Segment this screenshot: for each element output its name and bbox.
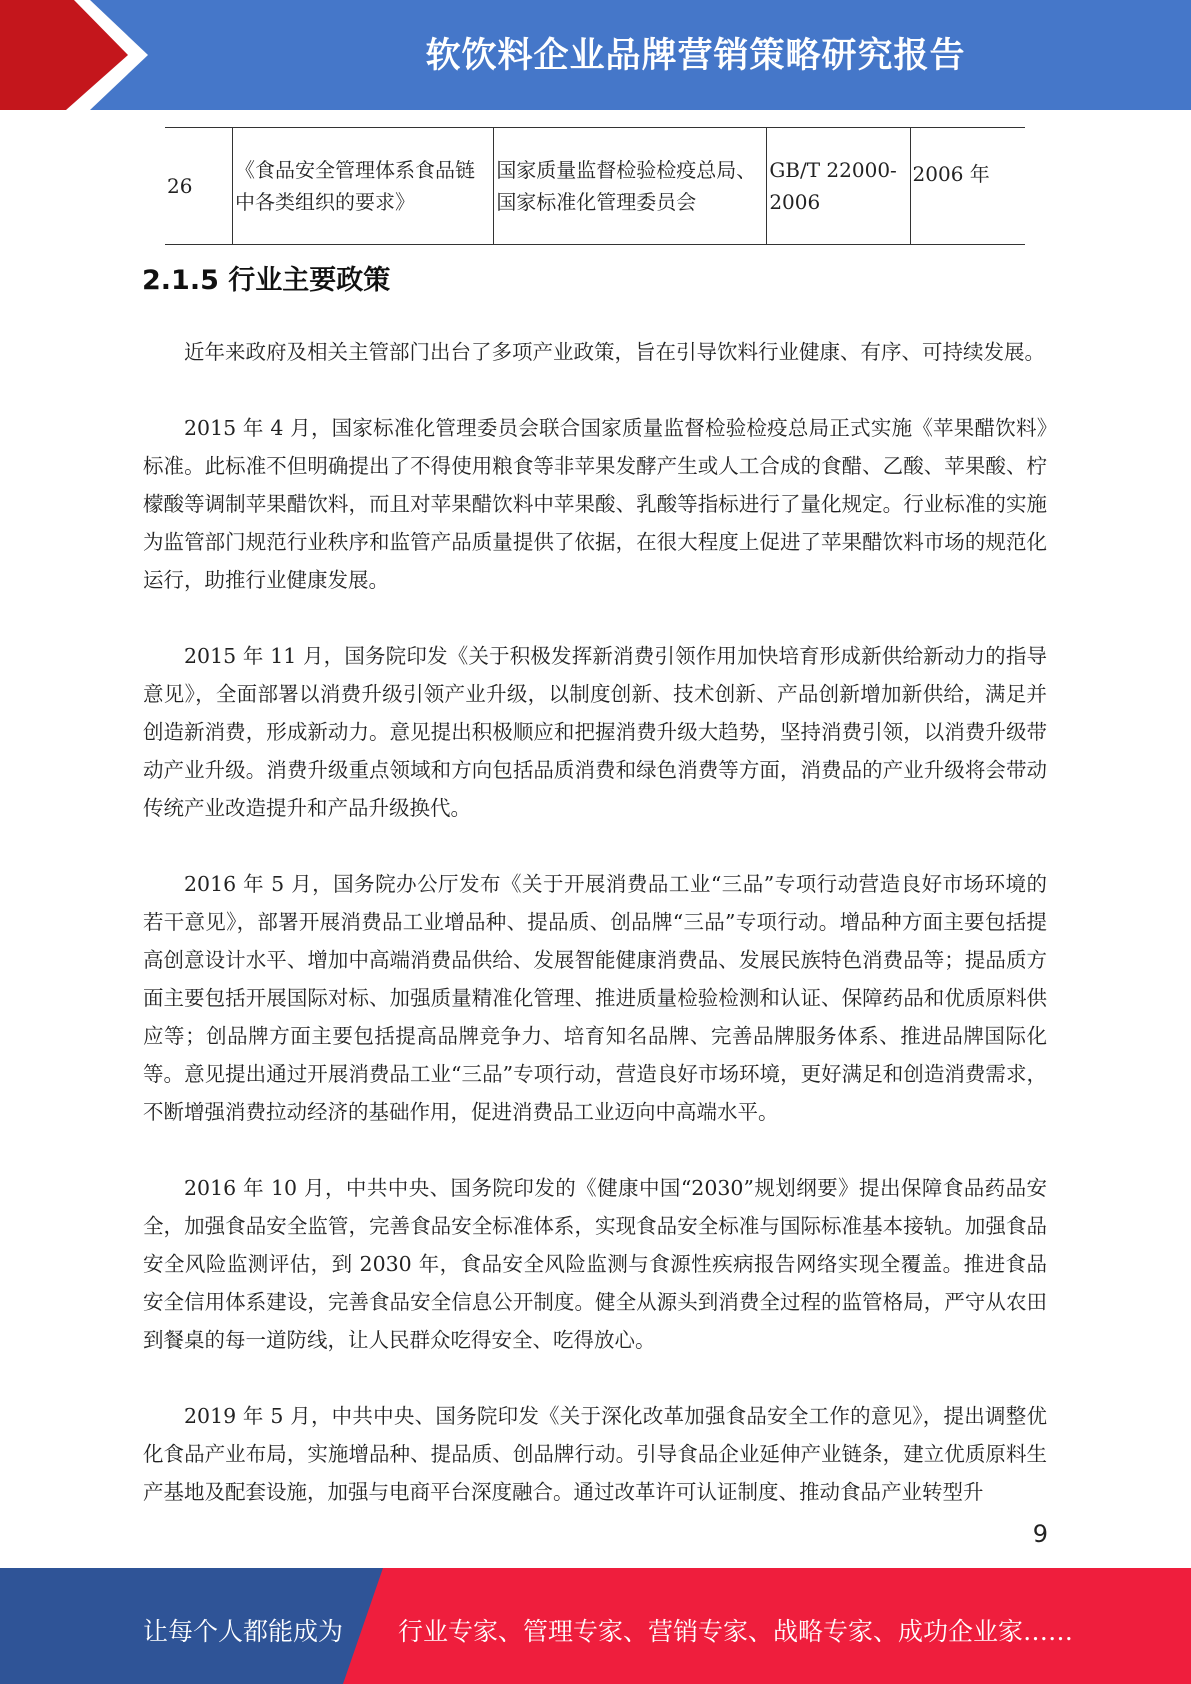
table-row [165, 128, 1025, 245]
cell-issuer: 国家质量监督检验检疫总局、国家标准化管理委员会 [494, 128, 767, 245]
cell-year: 2006 年 [910, 128, 1025, 245]
page-number: 9 [1032, 1520, 1048, 1548]
report-title: 软饮料企业品牌营销策略研究报告 [425, 36, 966, 76]
section-heading: 2.1.5 行业主要政策 [142, 265, 391, 296]
body-text [143, 333, 1047, 1549]
cell-standard-name: 《食品安全管理体系食品链中各类组织的要求》 [233, 128, 494, 245]
footer-slogan-right: 行业专家、管理专家、营销专家、战略专家、成功企业家…… [398, 1617, 1074, 1646]
paragraph: 2019 年 5 月，中共中央、国务院印发《关于深化改革加强食品安全工作的意见》，提出调整优化食品产业布局，实施增品种、提品质、创品牌行动。引导食品企业延伸产业链条，建立优质原料生产基地及配套设施，加强与电商平台深度融合。通过改革许可认证制度、推动食品产业转型升 [143, 1404, 1047, 1504]
paragraph: 2016 年 5 月，国务院办公厅发布《关于开展消费品工业“三品”专项行动营造良好市场环境的若干意见》，部署开展消费品工业增品种、提品质、创品牌“三品”专项行动。增品种方面主要包括提高创意设计水平、增加中高端消费品供给、发展智能健康消费品、发展民族特色消费品等；提品质方面主要包括开展国际对标、加强质量精准化管理、推进质量检验检测和认证、保障药品和优质原料供应等；创品牌方面主要包括提高品牌竞争力、培育知名品牌、完善品牌服务体系、推进品牌国际化等。意见提出通过开展消费品工业“三品”专项行动，营造良好市场环境，更好满足和创造消费需求，不断增强消费拉动经济的基础作用，促进消费品工业迈向中高端水平。 [143, 872, 1047, 1124]
footer-slogan-left: 让每个人都能成为 [143, 1617, 344, 1646]
cell-code: GB/T 22000-2006 [767, 128, 910, 245]
cell-number: 26 [165, 128, 233, 245]
page-header [0, 0, 1191, 110]
paragraph: 2016 年 10 月，中共中央、国务院印发的《健康中国“2030”规划纲要》提出保障食品药品安全，加强食品安全监管，完善食品安全标准体系，实现食品安全标准与国际标准基本接轨。加强食品安全风险监测评估，到 2030 年，食品安全风险监测与食源性疾病报告网络实现全覆盖。推进食品安全信用体系建设，完善食品安全信息公开制度。健全从源头到消费全过程的监管格局，严守从农田到餐桌的每一道防线，让人民群众吃得安全、吃得放心。 [143, 1176, 1047, 1352]
paragraph: 2015 年 11 月，国务院印发《关于积极发挥新消费引领作用加快培育形成新供给新动力的指导意见》，全面部署以消费升级引领产业升级，以制度创新、技术创新、产品创新增加新供给，满足并创造新消费，形成新动力。意见提出积极顺应和把握消费升级大趋势，坚持消费引领，以消费升级带动产业升级。消费升级重点领域和方向包括品质消费和绿色消费等方面，消费品的产业升级将会带动传统产业改造提升和产品升级换代。 [143, 644, 1047, 820]
paragraph: 近年来政府及相关主管部门出台了多项产业政策，旨在引导饮料行业健康、有序、可持续发展。 [184, 340, 1045, 364]
standards-table [165, 127, 1025, 245]
paragraph: 2015 年 4 月，国家标准化管理委员会联合国家质量监督检验检疫总局正式实施《苹果醋饮料》标准。此标准不但明确提出了不得使用粮食等非苹果发酵产生或人工合成的食醋、乙酸、苹果酸、柠檬酸等调制苹果醋饮料，而且对苹果醋饮料中苹果酸、乳酸等指标进行了量化规定。行业标准的实施为监管部门规范行业秩序和监管产品质量提供了依据，在很大程度上促进了苹果醋饮料市场的规范化运行，助推行业健康发展。 [143, 416, 1047, 592]
header-arrow-decoration [0, 0, 150, 110]
